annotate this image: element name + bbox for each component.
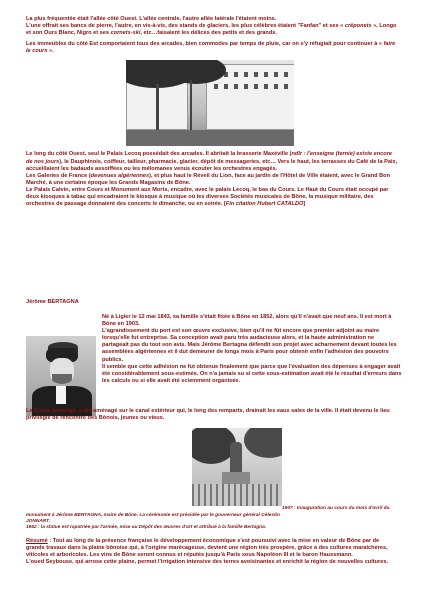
text-italic: ndlr : l'enseigne (ternie) existe encore de nos jours: [26, 151, 392, 165]
photo-caption-right: 1907 : Inauguration au cours du mois d'avril du: [282, 506, 390, 511]
text-line: Le Palais Calvin, entre Cours et Monument aux Morts, encadre, avec le palais Lecoq, le bas du Cours. Le Haut du Cours était occupé par deux kiosques à tabac qui encadraient le kiosque à musique où les diverses Sociétés musicales de Bône, la musique militaire, des orchestres de passage donnaient des concerts le dimanche, ou en soirée. [: [26, 186, 389, 208]
text-italic: faire le cours: [26, 41, 396, 55]
text-line: , etc…faisaient les délices des petits et des grands.: [140, 30, 277, 37]
resume-paragraph: [26, 538, 398, 566]
cours-prolonge-paragraph: Le Cours prolongé, a été aménagé sur le canal extérieur qui, le long des remparts, drainait les eaux sales de la ville. Il était devenu le lieu privilégié de rencontre des Bônois, jeunes ou vieux.: [26, 408, 390, 422]
text-line: ), et plus haut le Réveil du Lion, face au jardin de l'Hôtel de Ville étaient, avec le Grand Bon Marché, à une certaine époque les Grands Magasins de Bône.: [26, 172, 391, 186]
text-line: ]: [303, 201, 306, 208]
text-italic: cornets-ski: [110, 30, 141, 37]
paragraph-allees: [26, 16, 398, 37]
text-line: ».: [47, 48, 54, 55]
text-line: Les Galeries de France (: [26, 172, 91, 179]
text-line: : Tout au long de la présence française le développement économique s'est poursuivi avec la mise en valeur de Bône par de grands travaux dans la plaine bônoise qui, à l'origine marécageuse, devient une région très prospère, grâce à des cultures maraîchères, viticoles et arboricoles. Les vins de Bône seront connus et réputés jusqu'à Paris sous Napoléon III et le baron Haussmann.: [26, 538, 388, 559]
bertagna-biography: [102, 314, 402, 385]
street-photo: [126, 60, 294, 146]
section-title: Jérôme BERTAGNA: [26, 299, 79, 305]
text-line: Le long du côté Ouest, seul le Palais Lecoq possédait des arcades. Il abritait la brasserie Maxéville (: [26, 151, 292, 158]
caption-line: monument à Jérôme BERTAGNA, maire de Bône. La cérémonie est présidée par le gouverneur général Célestin JONNART.: [26, 513, 280, 525]
bio-paragraph: Né à Ligier le 12 mai 1843, sa famille s'était fixée à Bône en 1852, alors qu'il n'avait que neuf ans. Il est mort à Bône en 1903.: [102, 314, 392, 328]
text-line: La plus fréquentée était l'allée côté Ouest. L'allée centrale, l'autre allée latérale l'étaient moins.: [26, 16, 277, 22]
paragraph-arcades: [26, 41, 398, 55]
resume-label: Résumé: [26, 538, 48, 544]
text-line: ), le Dauphinois, coiffeur, tailleur, pharmacie, glacier, dépôt de messageries, etc… Vers le haut, les terrasses du Café de la Paix, accueillaient les badauds assoiffées ou les mélomanes venus écouter les orchestres engagés.: [26, 158, 398, 172]
text-line: », Longo et son Ours Blanc, Nigro et ses: [26, 23, 397, 37]
caption-line: 1962 : la statue est rapatriée par l'armée, mise au Dépôt des œuvres d'art et attribué à la famille Bertagna.: [26, 525, 267, 531]
text-line: Les immeubles du côté Est comportaient tous des arcades, bien commodes par temps de pluie, car on s'y réfugiait pour continuer à «: [26, 41, 384, 48]
text-italic: devenues algériennes: [90, 172, 150, 179]
text-line: L'oued Seybouse, qui arrose cette plaine, permet l'irrigation intensive des terres avoisinantes et enrichit la région de nouvelles cultures.: [26, 559, 389, 566]
photo-caption: [26, 513, 286, 532]
text-italic: Fin citation Hubert CATALDO: [225, 201, 304, 208]
bio-paragraph: Il semble que cette adhésion ne fut obtenue finalement que parce que l'évaluation des dépenses à engager avait été considérablement sous-estimée. On n'a jamais su si cette sous-estimation avait été le résultat d'erreurs dans les calculs ou si elle avait été sciemment organisée.: [102, 363, 402, 384]
text-line: L'une offrait ses bancs de pierre, l'autre, en vis-à-vis, des stands de glaciers, les plus célèbres étaient "Fanfan" et ses «: [26, 23, 345, 30]
bertagna-portrait: [26, 336, 96, 416]
bio-paragraph: L'agrandissement du port est son œuvre exclusive, bien qu'il ne fût encore que premier adjoint au maire lorsqu'elle fut entreprise. Sa conception avait paru très audacieuse alors, et la haute administration ne partageait pas du tout son avis. Mais Jérôme Bertagna défendit son projet avec acharnement devant toutes les assemblées algériennes et il dut demeurer de longs mois à Paris pour obtenir enfin l'adhésion des pouvoirs publics.: [102, 328, 397, 363]
paragraph-palais-lecoq: [26, 151, 398, 208]
document-page: [26, 16, 402, 566]
statue-photo: [192, 428, 282, 506]
text-italic: crêponets: [344, 23, 372, 30]
